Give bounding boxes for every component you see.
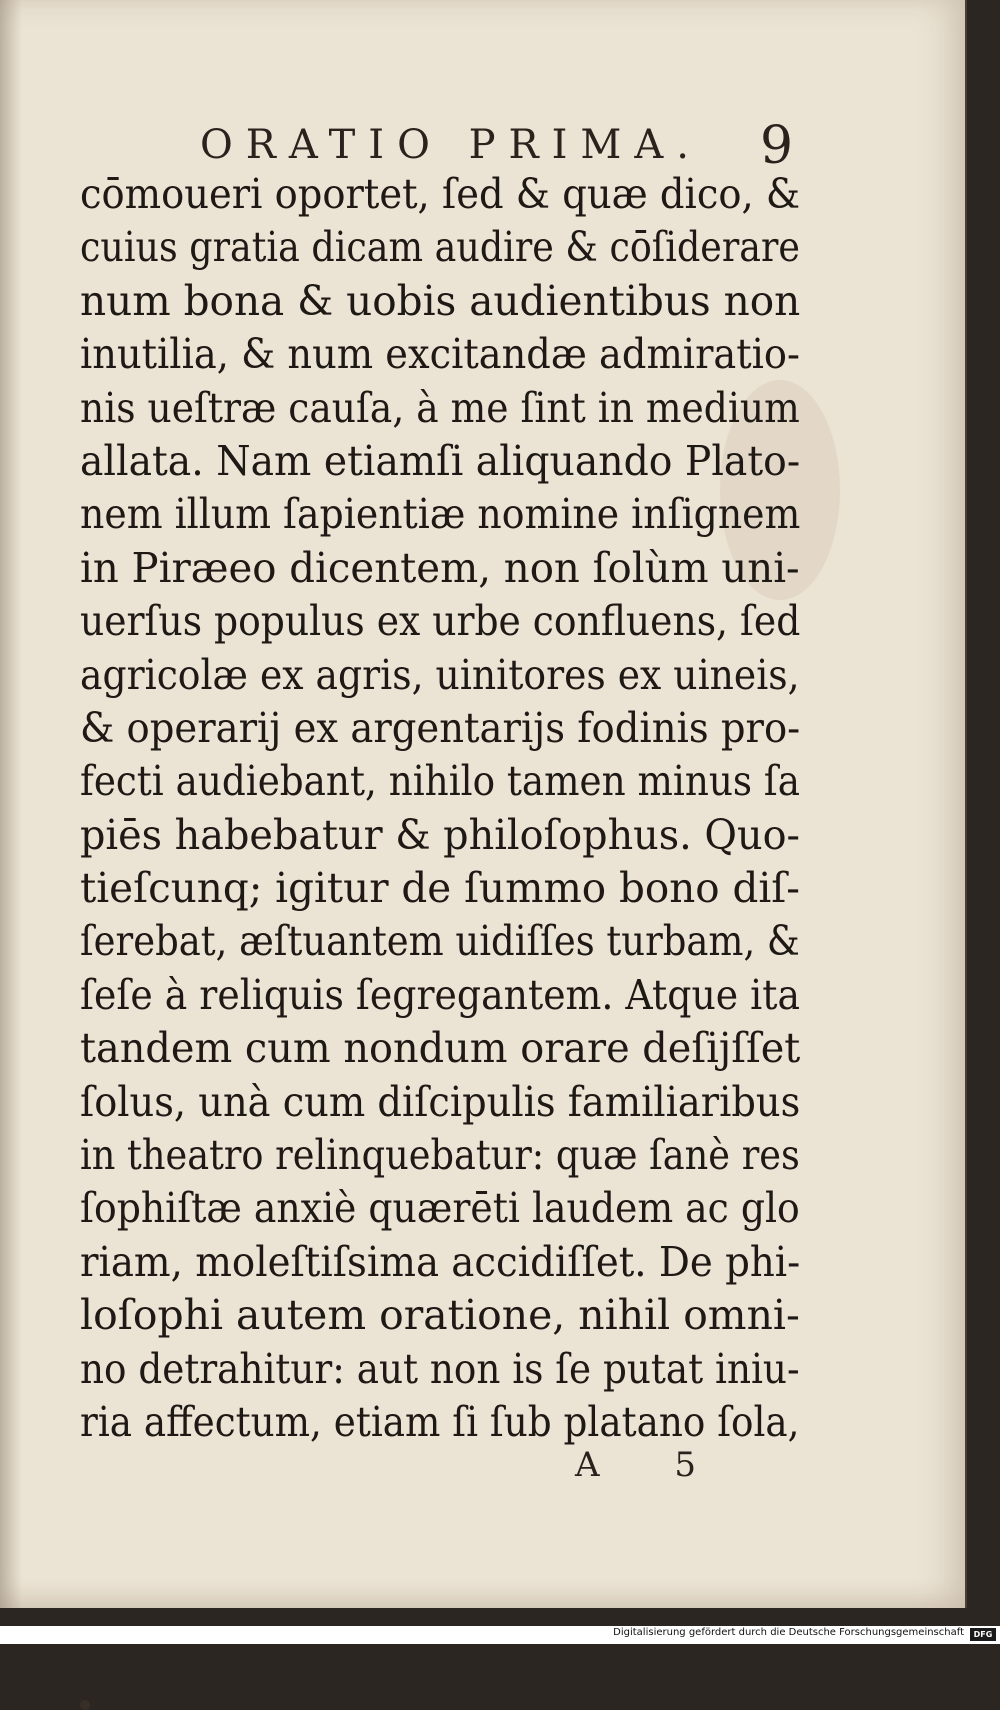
text-line: ſerebat, æſtuantem uidiſſes turbam, & <box>80 917 800 966</box>
text-line: allata. Nam etiamſi aliquando Plato- <box>80 436 801 485</box>
text-line: in Piræeo dicentem, non ſolùm uni- <box>80 543 800 592</box>
text-line: inutilia, & num excitandæ admiratio- <box>80 330 800 379</box>
page-number: 9 <box>760 116 794 176</box>
text-line: piēs habebatur & philoſophus. Quo- <box>80 810 800 859</box>
paper-stain <box>80 1700 90 1710</box>
text-line: loſophi autem oratione, nihil omni- <box>80 1291 800 1340</box>
text-line: ſophiſtæ anxiè quærēti laudem ac glo <box>80 1184 800 1233</box>
spine-shadow <box>0 0 22 1608</box>
text-line: nem illum ſapientiæ nomine inſignem <box>80 490 801 539</box>
text-line: fecti audiebant, nihilo tamen minus ſa <box>80 757 800 806</box>
text-line: in theatro relinquebatur: quæ ſanè res <box>80 1131 800 1180</box>
text-line: cōmoueri oportet, ſed & quæ dico, & <box>80 170 801 218</box>
text-line: num bona & uobis audientibus non <box>80 276 801 325</box>
text-line: cuius gratia dicam audire & cōſiderare <box>80 223 800 272</box>
digitization-credit: Digitalisierung gefördert durch die Deutsche Forschungsgemeinschaft <box>613 1627 964 1638</box>
text-line: riam, moleſtiſsima accidiſſet. De phi- <box>80 1237 801 1286</box>
text-line: uerſus populus ex urbe confluens, ſed <box>80 597 801 646</box>
text-line: ria affectum, etiam ſi ſub platano ſola, <box>80 1397 800 1446</box>
text-line: nis ueſtræ cauſa, à me ſint in medium <box>80 383 800 432</box>
text-block <box>80 168 800 1449</box>
text-line: no detrahitur: aut non is ſe putat iniu- <box>80 1344 800 1393</box>
running-title: ORATIO PRIMA. <box>200 122 702 168</box>
text-line: tandem cum nondum orare deſijſſet <box>80 1024 801 1073</box>
text-line: agricolæ ex agris, uinitores ex uineis, <box>80 650 800 699</box>
text-line: ſolus, unà cum diſcipulis familiaribus <box>80 1077 801 1126</box>
text-line: & operarij ex argentarijs fodinis pro- <box>80 703 801 752</box>
text-line: tieſcunq; igitur de ſummo bono diſ- <box>80 864 800 913</box>
text-line: ſeſe à reliquis ſegregantem. Atque ita <box>80 970 800 1019</box>
dfg-logo: DFG <box>970 1628 996 1641</box>
digitization-credit-bar <box>0 1626 1000 1644</box>
signature-mark: A 5 <box>575 1445 728 1485</box>
